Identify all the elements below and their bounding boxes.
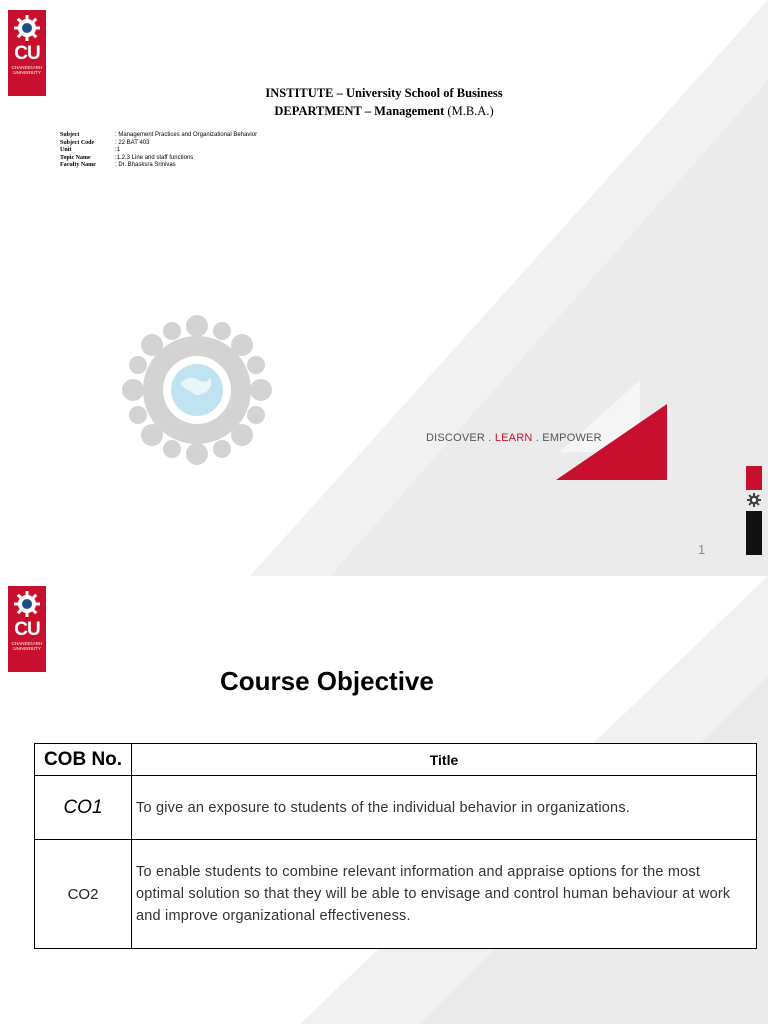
department-program: (M.B.A.) <box>447 104 494 118</box>
table-row <box>35 776 757 840</box>
info-row-subject-code: Subject Code : 22 BAT 403 <box>60 139 150 146</box>
course-objectives-table <box>34 743 757 949</box>
cob-number: CO1 <box>35 776 132 840</box>
page-number: 1 <box>698 542 706 557</box>
cob-title: To give an exposure to students of the individual behavior in organizations. <box>132 776 757 840</box>
institute-line: INSTITUTE – University School of Business <box>265 86 503 100</box>
table-header-row <box>35 744 757 776</box>
slide-title: Course Objective <box>220 666 434 696</box>
column-header-title: Title <box>132 744 757 776</box>
institute-heading <box>0 84 768 120</box>
logo-abbreviation: CU <box>14 619 40 640</box>
cob-title: To enable students to combine relevant information and appraise options for the most optimal solution so that they will be able to envisage and control human behaviour at work and improve organizational effectiveness. <box>132 840 757 949</box>
course-objective-slide <box>0 576 768 1024</box>
tagline: DISCOVER . LEARN . EMPOWER <box>426 432 602 444</box>
info-row-subject: Subject : Management Practices and Organizational Behavior <box>60 132 258 138</box>
department-line: DEPARTMENT – Management <box>274 104 445 118</box>
watermark-gear-icon <box>118 312 276 468</box>
side-gear-icon <box>746 492 762 508</box>
table-row <box>35 840 757 949</box>
logo-gear-icon <box>12 13 42 43</box>
cob-number: CO2 <box>35 840 132 949</box>
logo-gear-icon <box>12 589 42 619</box>
info-row-unit: Unit :1 <box>60 147 121 153</box>
university-logo <box>8 586 46 672</box>
side-accent-red <box>746 466 762 490</box>
info-row-topic: Topic Name :1.2.3 Line and staff functions <box>60 154 194 161</box>
side-accent-black <box>746 511 762 555</box>
logo-university-name: CHANDIGARH UNIVERSITY <box>11 641 43 651</box>
column-header-cob-no: COB No. <box>35 744 132 776</box>
info-row-faculty: Faculty Name : Dr. Bhasksra Srinivas <box>60 162 176 168</box>
subject-info-block <box>60 132 257 170</box>
logo-abbreviation: CU <box>14 43 40 64</box>
logo-university-name: CHANDIGARH UNIVERSITY <box>11 65 43 75</box>
